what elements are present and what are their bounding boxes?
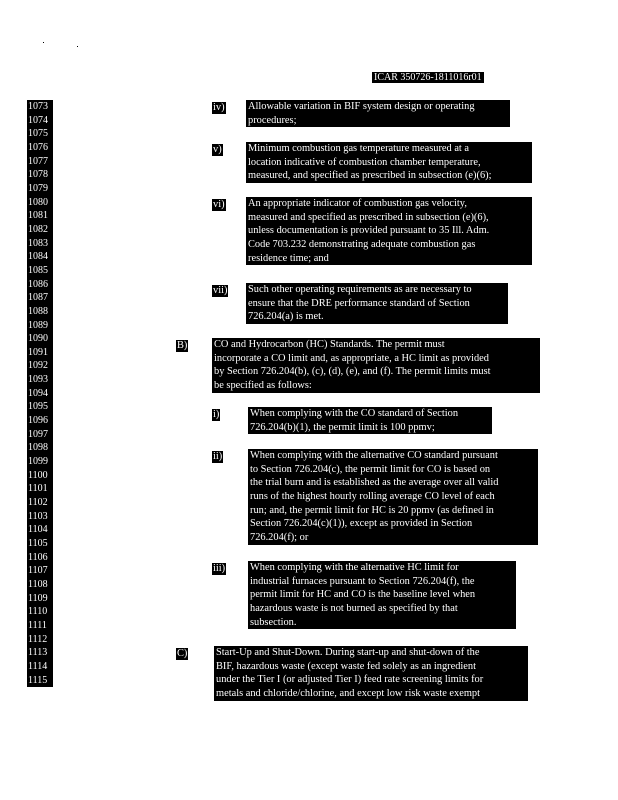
line-number: 1082 [28, 223, 48, 235]
text-line: by Section 726.204(b), (c), (d), (e), and (f). The permit limits must [214, 366, 491, 378]
line-number: 1101 [28, 483, 48, 495]
item-label-ii: ii) [213, 451, 223, 462]
line-number: 1089 [28, 319, 48, 331]
line-number: 1104 [28, 524, 48, 536]
line-number: 1080 [28, 196, 48, 208]
line-number: 1085 [28, 264, 48, 276]
text-line: measured and specified as prescribed in subsection (e)(6), [248, 211, 489, 223]
line-number: 1114 [28, 660, 48, 672]
text-line: procedures; [248, 114, 297, 126]
line-number: 1098 [28, 442, 48, 454]
text-line: runs of the highest hourly rolling average CO level of each [250, 490, 495, 502]
text-line: residence time; and [248, 252, 329, 264]
item-text-C [214, 646, 528, 701]
item-label-iii: iii) [213, 563, 226, 574]
text-line: industrial furnaces pursuant to Section 726.204(f), the [250, 575, 475, 587]
line-number: 1074 [28, 114, 48, 126]
text-line: Section 726.204(c)(1)), except as provided in Section [250, 518, 473, 530]
line-number: 1073 [28, 101, 48, 112]
item-text-i [248, 407, 492, 434]
item-label-B: B) [177, 340, 188, 351]
text-line: An appropriate indicator of combustion gas velocity, [248, 198, 467, 209]
line-number: 1092 [28, 360, 48, 372]
text-line: CO and Hydrocarbon (HC) Standards. The permit must [214, 339, 445, 350]
line-number: 1091 [28, 346, 48, 358]
text-line: subsection. [250, 616, 297, 628]
line-number: 1081 [28, 210, 48, 222]
text-line: Code 703.232 demonstrating adequate combustion gas [248, 238, 476, 250]
text-line: When complying with the alternative CO standard pursuant [250, 450, 498, 461]
text-line: unless documentation is provided pursuant to 35 Ill. Adm. [248, 225, 490, 237]
text-line: to Section 726.204(c), the permit limit for CO is based on [250, 463, 491, 475]
line-number: 1097 [28, 428, 48, 440]
text-line: BIF, hazardous waste (except waste fed solely as an ingredient [216, 660, 476, 672]
line-number: 1093 [28, 374, 48, 386]
item-label-C: C) [177, 648, 188, 659]
item-text-B [212, 338, 540, 393]
text-line: the trial burn and is established as the average over all valid [250, 477, 499, 489]
text-line: metals and chloride/chlorine, and except low risk waste exempt [216, 687, 481, 699]
line-number: 1084 [28, 251, 48, 263]
line-number: 1094 [28, 387, 48, 399]
text-line: Allowable variation in BIF system design or operating [248, 101, 475, 112]
text-line: When complying with the CO standard of Section [250, 408, 459, 419]
line-number: 1079 [28, 182, 48, 194]
line-number: 1110 [28, 606, 48, 618]
line-number: 1107 [28, 565, 48, 577]
text-line: measured, and specified as prescribed in subsection (e)(6); [248, 170, 492, 182]
line-number: 1099 [28, 456, 48, 468]
line-number: 1109 [28, 592, 48, 604]
item-label-i: i) [213, 409, 220, 420]
line-number: 1095 [28, 401, 48, 413]
item-text-iv [246, 100, 510, 127]
line-number: 1102 [28, 497, 48, 509]
text-line: Minimum combustion gas temperature measured at a [248, 143, 470, 154]
text-line: incorporate a CO limit and, as appropriate, a HC limit as provided [214, 352, 489, 364]
item-label-vii: vii) [213, 285, 228, 296]
text-line: permit limit for HC and CO is the baseline level when [250, 589, 476, 601]
line-number: 1078 [28, 169, 48, 181]
line-number: 1087 [28, 292, 48, 304]
line-number: 1115 [28, 674, 48, 686]
item-text-vi [246, 197, 532, 265]
line-number: 1113 [28, 647, 48, 659]
line-number: 1106 [28, 551, 48, 563]
item-label-iv: iv) [213, 102, 225, 113]
item-text-vii [246, 283, 508, 324]
scan-speck [77, 46, 78, 47]
line-number: 1077 [28, 155, 48, 167]
item-text-ii [248, 449, 538, 545]
text-line: 726.204(b)(1), the permit limit is 100 ppmv; [250, 421, 435, 433]
line-number: 1076 [28, 141, 48, 153]
text-line: 726.204(f); or [250, 531, 309, 543]
line-number: 1111 [28, 619, 47, 631]
text-line: location indicative of combustion chamber temperature, [248, 156, 481, 168]
text-line: be specified as follows: [214, 379, 312, 391]
text-line: ensure that the DRE performance standard of Section [248, 297, 470, 309]
text-line: Start-Up and Shut-Down. During start-up and shut-down of the [216, 647, 480, 658]
line-number-column [27, 100, 53, 687]
line-number: 1090 [28, 333, 48, 345]
text-line: run; and, the permit limit for HC is 20 ppmv (as defined in [250, 504, 494, 516]
line-number: 1088 [28, 305, 48, 317]
line-number: 1100 [28, 469, 48, 481]
line-number: 1112 [28, 633, 48, 645]
item-label-v: v) [213, 144, 222, 155]
page-header: ICAR 350726-1811016r01 [374, 72, 482, 83]
line-number: 1086 [28, 278, 48, 290]
line-number: 1083 [28, 237, 48, 249]
scan-speck [43, 42, 44, 43]
line-number: 1075 [28, 128, 48, 140]
text-line: hazardous waste is not burned as specified by that [250, 602, 458, 614]
line-number: 1096 [28, 415, 48, 427]
text-line: under the Tier I (or adjusted Tier I) feed rate screening limits for [216, 674, 484, 686]
text-line: 726.204(a) is met. [248, 311, 324, 323]
text-line: Such other operating requirements as are necessary to [248, 284, 472, 295]
line-number: 1105 [28, 538, 48, 549]
item-text-iii [248, 561, 516, 629]
item-text-v [246, 142, 532, 183]
text-line: When complying with the alternative HC limit for [250, 562, 459, 573]
item-label-vi: vi) [213, 199, 225, 210]
line-number: 1103 [28, 510, 48, 522]
line-number: 1108 [28, 578, 48, 590]
